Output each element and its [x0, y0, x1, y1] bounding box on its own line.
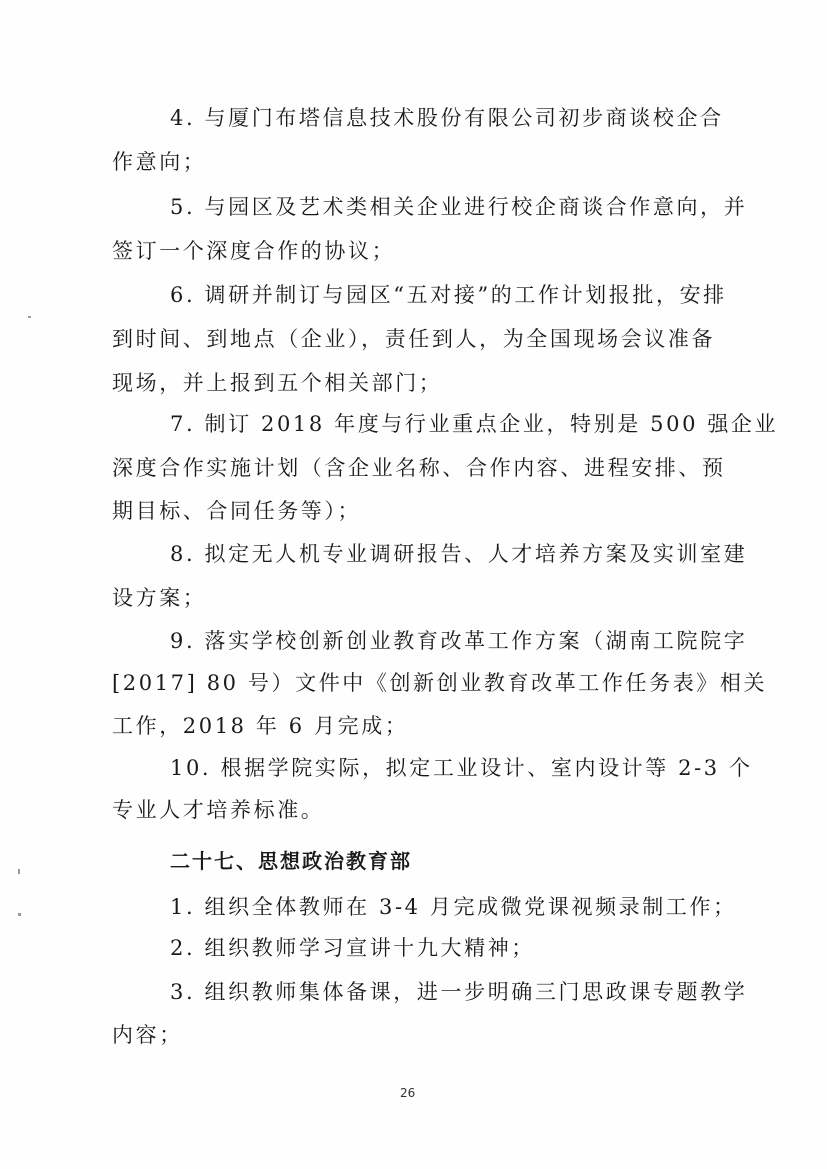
paragraph-item-5-line-2: 签订一个深度合作的协议； [112, 239, 396, 263]
paragraph-item-7-line-2: 深度合作实施计划（含企业名称、合作内容、进程安排、预 [112, 456, 726, 480]
paragraph-item-10-line-2: 专业人才培养标准。 [112, 798, 325, 822]
paragraph-item-7-line-1: 7. 制订 2018 年度与行业重点企业，特别是 500 强企业 [170, 412, 779, 436]
page-number: 26 [400, 1086, 416, 1100]
paragraph-item-9-line-2: [2017] 80 号）文件中《创新创业教育改革工作任务表》相关 [112, 671, 768, 695]
paragraph-item-8-line-2: 设方案； [112, 586, 207, 610]
section-item-3-line-2: 内容； [112, 1023, 183, 1047]
section-item-2: 2. 组织教师学习宣讲十九大精神； [170, 936, 535, 960]
paragraph-item-5-line-1: 5. 与园区及艺术类相关企业进行校企商谈合作意向，并 [170, 195, 748, 219]
scan-speck [18, 913, 21, 916]
paragraph-item-9-line-1: 9. 落实学校创新创业教育改革工作方案（湖南工院院字 [170, 629, 748, 653]
paragraph-item-4-line-1: 4. 与厦门布塔信息技术股份有限公司初步商谈校企合 [170, 106, 724, 130]
paragraph-item-10-line-1: 10. 根据学院实际，拟定工业设计、室内设计等 2-3 个 [170, 756, 753, 780]
paragraph-item-9-line-3: 工作，2018 年 6 月完成； [112, 714, 409, 738]
paragraph-item-6-line-2: 到时间、到地点（企业），责任到人，为全国现场会议准备 [112, 327, 716, 351]
paragraph-item-8-line-1: 8. 拟定无人机专业调研报告、人才培养方案及实训室建 [170, 542, 748, 566]
paragraph-item-4-line-2: 作意向； [112, 150, 207, 174]
paragraph-item-6-line-3: 现场，并上报到五个相关部门； [112, 371, 443, 395]
section-heading: 二十七、思想政治教育部 [170, 849, 412, 873]
scan-speck [18, 869, 20, 874]
paragraph-item-7-line-3: 期目标、合同任务等）； [112, 499, 362, 523]
paragraph-item-6-line-1: 6. 调研并制订与园区“五对接”的工作计划报批，安排 [170, 283, 727, 307]
scan-speck [28, 316, 31, 318]
section-item-3-line-1: 3. 组织教师集体备课，进一步明确三门思政课专题教学 [170, 980, 748, 1004]
section-item-1: 1. 组织全体教师在 3-4 月完成微党课视频录制工作； [170, 895, 737, 919]
